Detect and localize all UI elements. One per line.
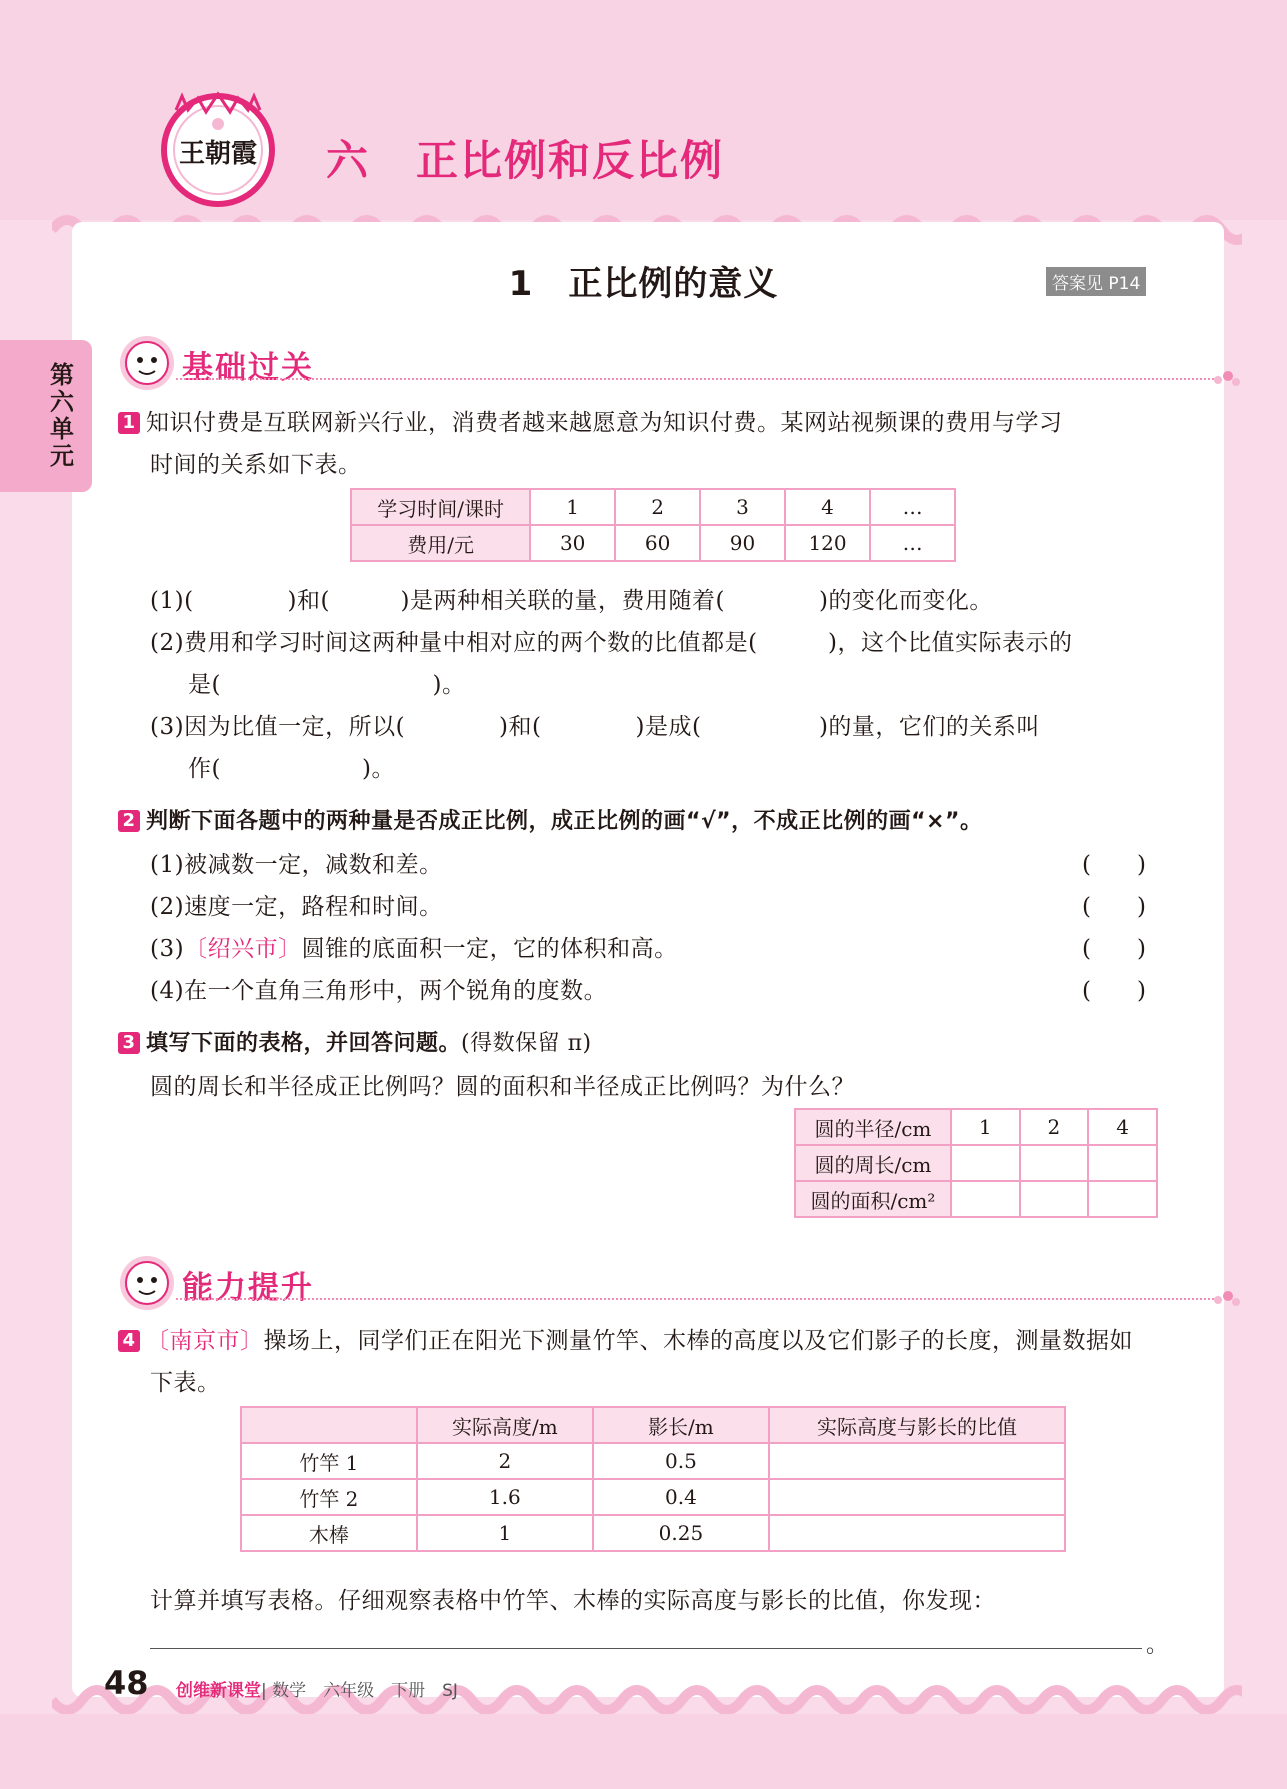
table-row — [241, 1443, 1065, 1479]
table-row-header: 圆的周长/cm — [795, 1145, 951, 1181]
question-number-badge: 4 — [118, 1330, 140, 1352]
brand-logo — [158, 88, 278, 208]
q4-stem-line1: 4 〔南京市〕操场上，同学们正在阳光下测量竹竿、木棒的高度以及它们影子的长度，测量数据如 — [118, 1322, 1133, 1355]
q2-stem: 2 判断下面各题中的两种量是否成正比例，成正比例的画“√”，不成正比例的画“×”。 — [118, 804, 982, 835]
table-cell: 1.6 — [417, 1479, 593, 1515]
table-cell: 2 — [417, 1443, 593, 1479]
student-avatar-icon — [118, 1254, 176, 1312]
table-cell: 4 — [1088, 1109, 1157, 1145]
section-header-advanced — [118, 1254, 1248, 1314]
table-cell: 4 — [785, 489, 870, 525]
q2-answer-blank[interactable]: ( ) — [1082, 936, 1146, 962]
table-cell: 2 — [1020, 1109, 1089, 1145]
table-row-header: 学习时间/课时 — [351, 489, 530, 525]
table-cell: 120 — [785, 525, 870, 561]
footer-band — [0, 1714, 1287, 1789]
table-input-cell[interactable] — [951, 1181, 1020, 1217]
q3-circle-table — [794, 1108, 1158, 1218]
q2-item: (3)〔绍兴市〕圆锥的底面积一定，它的体积和高。 — [150, 936, 678, 962]
lesson-title: 1 正比例的意义 — [508, 264, 779, 304]
table-cell: … — [870, 525, 955, 561]
section-header-basic — [118, 334, 1248, 394]
q3-question: 圆的周长和半径成正比例吗？圆的面积和半径成正比例吗？为什么？ — [150, 1074, 855, 1100]
q2-item: (2)速度一定，路程和时间。 — [150, 894, 443, 920]
table-input-cell[interactable] — [1020, 1145, 1089, 1181]
region-tag: 〔南京市〕 — [146, 1328, 264, 1354]
q4-height-shadow-table — [240, 1406, 1066, 1552]
q4-prompt: 计算并填写表格。仔细观察表格中竹竿、木棒的实际高度与影长的比值，你发现： — [150, 1588, 996, 1614]
q1-part2-line2: 是( )。 — [188, 672, 466, 698]
table-cell: 30 — [530, 525, 615, 561]
q4-stem-line2: 下表。 — [150, 1370, 221, 1396]
question-number-badge: 1 — [118, 412, 140, 434]
table-input-cell[interactable] — [769, 1515, 1065, 1551]
table-row-header: 圆的半径/cm — [795, 1109, 951, 1145]
q3-note: (得数保留 π) — [461, 1031, 592, 1056]
dot-decoration-icon — [1212, 368, 1242, 388]
table-cell: 60 — [615, 525, 700, 561]
table-input-cell[interactable] — [951, 1145, 1020, 1181]
book-details: | 数学 六年级 下册 SJ — [261, 1681, 458, 1701]
table-cell: 0.25 — [593, 1515, 769, 1551]
q2-item: (4)在一个直角三角形中，两个锐角的度数。 — [150, 978, 608, 1004]
table-input-cell[interactable] — [1020, 1181, 1089, 1217]
q2-answer-blank[interactable]: ( ) — [1082, 852, 1146, 878]
book-brand: 创维新课堂 — [176, 1681, 261, 1701]
section-divider — [176, 378, 1218, 380]
table-cell: 竹竿 1 — [241, 1443, 417, 1479]
q3-stem: 3 填写下面的表格，并回答问题。(得数保留 π) — [118, 1026, 592, 1057]
section-title: 能力提升 — [182, 1270, 314, 1306]
page-number: 48 — [104, 1664, 149, 1702]
unit-side-tab-label: 第六单元 — [50, 361, 74, 470]
answer-end-mark: 。 — [1146, 1633, 1169, 1658]
table-row — [241, 1515, 1065, 1551]
region-tag: 〔绍兴市〕 — [184, 936, 302, 962]
q1-part3-line2: 作( )。 — [188, 756, 395, 782]
svg-text:王朝霞: 王朝霞 — [178, 139, 258, 169]
table-header: 实际高度/m — [417, 1407, 593, 1443]
dot-decoration-icon — [1212, 1288, 1242, 1308]
chapter-number: 六 — [326, 136, 371, 185]
table-input-cell[interactable] — [1088, 1145, 1157, 1181]
section-title: 基础过关 — [182, 350, 314, 386]
q2-item: (1)被减数一定，减数和差。 — [150, 852, 443, 878]
question-number-badge: 3 — [118, 1032, 140, 1054]
table-cell: 0.4 — [593, 1479, 769, 1515]
section-divider — [176, 1298, 1218, 1300]
table-cell: 1 — [417, 1515, 593, 1551]
table-input-cell[interactable] — [769, 1479, 1065, 1515]
table-cell: 木棒 — [241, 1515, 417, 1551]
book-info — [176, 1676, 458, 1701]
table-input-cell[interactable] — [1088, 1181, 1157, 1217]
q1-part3-line1: (3)因为比值一定，所以( )和( )是成( )的量，它们的关系叫 — [150, 714, 1040, 740]
q2-answer-blank[interactable]: ( ) — [1082, 978, 1146, 1004]
q1-part1: (1)( )和( )是两种相关联的量，费用随着( )的变化而变化。 — [150, 588, 993, 614]
table-cell: 0.5 — [593, 1443, 769, 1479]
table-header: 实际高度与影长的比值 — [769, 1407, 1065, 1443]
q1-part2-line1: (2)费用和学习时间这两种量中相对应的两个数的比值都是( )，这个比值实际表示的 — [150, 630, 1073, 656]
table-row — [241, 1479, 1065, 1515]
table-header: 影长/m — [593, 1407, 769, 1443]
q1-stem-line2: 时间的关系如下表。 — [150, 452, 362, 478]
chapter-name: 正比例和反比例 — [416, 136, 725, 185]
table-cell: … — [870, 489, 955, 525]
answer-reference-badge: 答案见 P14 — [1046, 267, 1146, 296]
question-number-badge: 2 — [118, 810, 140, 832]
table-row-header: 费用/元 — [351, 525, 530, 561]
student-avatar-icon — [118, 334, 176, 392]
table-cell: 3 — [700, 489, 785, 525]
table-cell: 1 — [951, 1109, 1020, 1145]
table-input-cell[interactable] — [769, 1443, 1065, 1479]
table-cell: 90 — [700, 525, 785, 561]
q2-answer-blank[interactable]: ( ) — [1082, 894, 1146, 920]
table-cell: 2 — [615, 489, 700, 525]
chapter-title — [326, 128, 724, 188]
table-cell: 竹竿 2 — [241, 1479, 417, 1515]
q1-stem-line1: 1 知识付费是互联网新兴行业，消费者越来越愿意为知识付费。某网站视频课的费用与学习 — [118, 404, 1063, 437]
table-cell: 1 — [530, 489, 615, 525]
table-row-header: 圆的面积/cm² — [795, 1181, 951, 1217]
table-header — [241, 1407, 417, 1443]
q1-fee-table — [350, 488, 956, 562]
answer-write-line[interactable] — [150, 1648, 1142, 1649]
unit-side-tab[interactable] — [0, 340, 92, 492]
